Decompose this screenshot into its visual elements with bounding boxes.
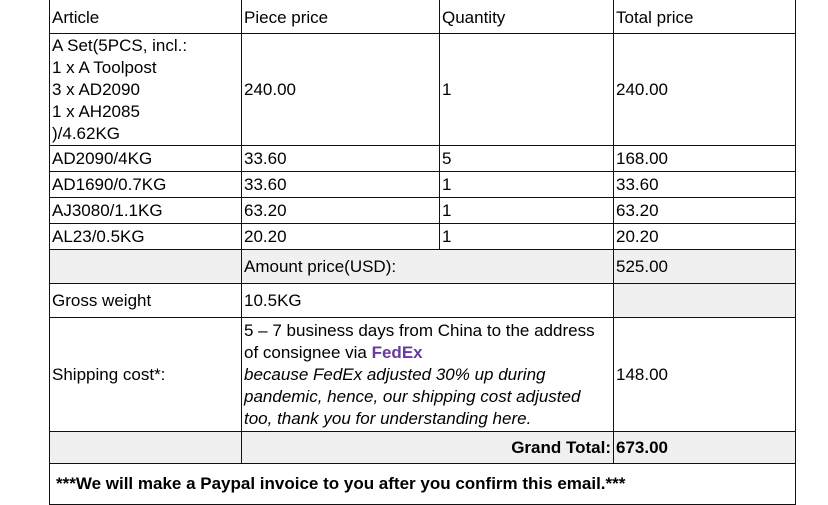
header-piece-price: Piece price <box>242 0 440 34</box>
header-article: Article <box>50 0 242 34</box>
set-article-line: A Set(5PCS, incl.: <box>52 35 188 55</box>
item-total: 33.60 <box>614 172 796 198</box>
weight-total-blank <box>614 284 796 318</box>
item-piece-price: 33.60 <box>242 146 440 172</box>
amount-blank-cell <box>50 250 242 284</box>
item-quantity: 1 <box>440 224 614 250</box>
item-quantity: 1 <box>440 172 614 198</box>
footer-row <box>50 464 796 505</box>
item-total: 168.00 <box>614 146 796 172</box>
table-row <box>50 172 796 198</box>
shipping-note-line: because FedEx adjusted 30% up during <box>244 364 546 384</box>
grand-total-row <box>50 432 796 464</box>
shipping-carrier-line <box>244 342 613 364</box>
item-piece-price: 20.20 <box>242 224 440 250</box>
header-total-price: Total price <box>614 0 796 34</box>
amount-value: 525.00 <box>614 250 796 284</box>
amount-label: Amount price(USD): <box>242 250 614 284</box>
item-piece-price: 33.60 <box>242 172 440 198</box>
header-quantity: Quantity <box>440 0 614 34</box>
amount-row <box>50 250 796 284</box>
item-article: AL23/0.5KG <box>50 224 242 250</box>
header-row <box>50 0 796 34</box>
shipping-note-line: too, thank you for understanding here. <box>244 408 532 428</box>
shipping-line: 5 – 7 business days from China to the address <box>244 320 595 340</box>
shipping-details <box>242 318 614 432</box>
item-article: AD1690/0.7KG <box>50 172 242 198</box>
item-article: AD2090/4KG <box>50 146 242 172</box>
paypal-invoice-note: ***We will make a Paypal invoice to you after you confirm this email.*** <box>50 464 796 505</box>
set-total: 240.00 <box>614 34 796 146</box>
set-article-line: 3 x AD2090 <box>52 79 140 99</box>
grand-total-label: Grand Total: <box>242 432 614 464</box>
shipping-label: Shipping cost*: <box>50 318 242 432</box>
set-article-line: )/4.62KG <box>52 123 121 143</box>
weight-value: 10.5KG <box>242 284 614 318</box>
weight-label: Gross weight <box>50 284 242 318</box>
set-article <box>50 34 242 146</box>
item-total: 63.20 <box>614 198 796 224</box>
item-quantity: 5 <box>440 146 614 172</box>
weight-row <box>50 284 796 318</box>
item-piece-price: 63.20 <box>242 198 440 224</box>
carrier-name: FedEx <box>371 342 423 362</box>
set-quantity: 1 <box>440 34 614 146</box>
set-article-line: 1 x A Toolpost <box>52 57 157 77</box>
set-piece-price: 240.00 <box>242 34 440 146</box>
item-article: AJ3080/1.1KG <box>50 198 242 224</box>
shipping-note-line: pandemic, hence, our shipping cost adjusted <box>244 386 581 406</box>
item-total: 20.20 <box>614 224 796 250</box>
table-row <box>50 146 796 172</box>
shipping-value: 148.00 <box>614 318 796 432</box>
shipping-prefix: of consignee via <box>244 342 372 362</box>
table-row <box>50 198 796 224</box>
grand-total-blank-cell <box>50 432 242 464</box>
set-row <box>50 34 796 146</box>
grand-total-value: 673.00 <box>614 432 796 464</box>
set-article-line: 1 x AH2085 <box>52 101 140 121</box>
item-quantity: 1 <box>440 198 614 224</box>
shipping-row <box>50 318 796 432</box>
quote-table <box>49 0 796 505</box>
table-row <box>50 224 796 250</box>
